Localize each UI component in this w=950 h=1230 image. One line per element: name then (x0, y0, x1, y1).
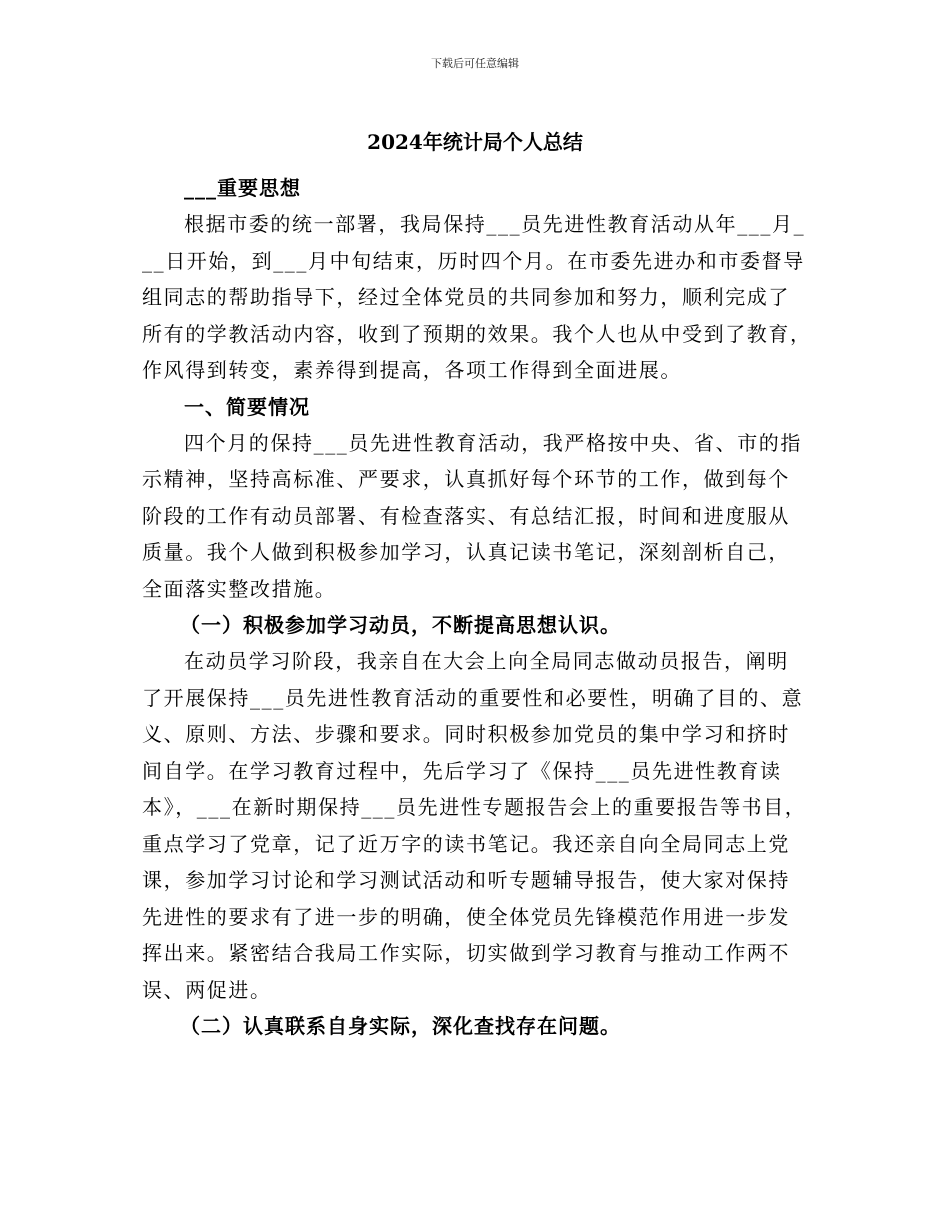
text-line: 全面落实整改措施。 (142, 576, 337, 601)
text-line: 在动员学习阶段，我亲自在大会上向全局同志做动员报告，阐明 (184, 649, 789, 673)
document-body (142, 170, 822, 1044)
text-line: 本》，___在新时期保持___员先进性专题报告会上的重要报告等书目， (142, 795, 807, 819)
text-line: 先进性的要求有了进一步的明确，使全体党员先锋模范作用进一步发 (142, 904, 790, 929)
text-line: 作风得到转变，素养得到提高，各项工作得到全面进展。 (142, 358, 682, 382)
text-line: 了开展保持___员先进性教育活动的重要性和必要性，明确了目的、意 (142, 685, 804, 710)
section-heading: 一、简要情况 (184, 394, 310, 419)
text-line: 误、两促进。 (142, 977, 272, 1002)
text-line: __日开始，到___月中旬结束，历时四个月。在市委先进办和市委督导 (142, 248, 805, 273)
paragraph (142, 425, 822, 608)
text-line: 四个月的保持___员先进性教育活动，我严格按中央、省、市的指 (184, 430, 802, 455)
subsection-heading: （二）认真联系自身实际，深化查找存在问题。 (180, 1014, 621, 1038)
text-line: 所有的学教活动内容，收到了预期的效果。我个人也从中受到了教育， (142, 321, 812, 346)
text-line: 挥出来。紧密结合我局工作实际，切实做到学习教育与推动工作两不 (142, 941, 790, 965)
section-heading: ___重要思想 (184, 176, 301, 200)
text-line: 根据市委的统一部署，我局保持___员先进性教育活动从年___月_ (184, 212, 806, 236)
paragraph (142, 206, 822, 389)
header-note: 下载后可任意编辑 (431, 57, 519, 70)
text-line: 重点学习了党章，记了近万字的读书笔记。我还亲自向全局同志上党 (142, 831, 790, 856)
text-line: 课，参加学习讨论和学习测试活动和听专题辅导报告，使大家对保持 (142, 868, 790, 892)
text-line: 间自学。在学习教育过程中，先后学习了《保持___员先进性教育读 (142, 758, 782, 783)
subsection-heading: （一）积极参加学习动员，不断提高思想认识。 (180, 613, 621, 637)
document-title: 2024年统计局个人总结 (367, 130, 583, 154)
text-line: 义、原则、方法、步骤和要求。同时积极参加党员的集中学习和挤时 (142, 722, 790, 746)
paragraph (142, 643, 822, 1008)
text-line: 组同志的帮助指导下，经过全体党员的共同参加和努力，顺利完成了 (142, 285, 790, 309)
text-line: 阶段的工作有动员部署、有检查落实、有总结汇报，时间和进度服从 (142, 503, 790, 528)
text-line: 质量。我个人做到积极参加学习，认真记读书笔记，深刻剖析自己， (142, 540, 790, 564)
text-line: 示精神，坚持高标准、严要求，认真抓好每个环节的工作，做到每个 (142, 467, 790, 491)
